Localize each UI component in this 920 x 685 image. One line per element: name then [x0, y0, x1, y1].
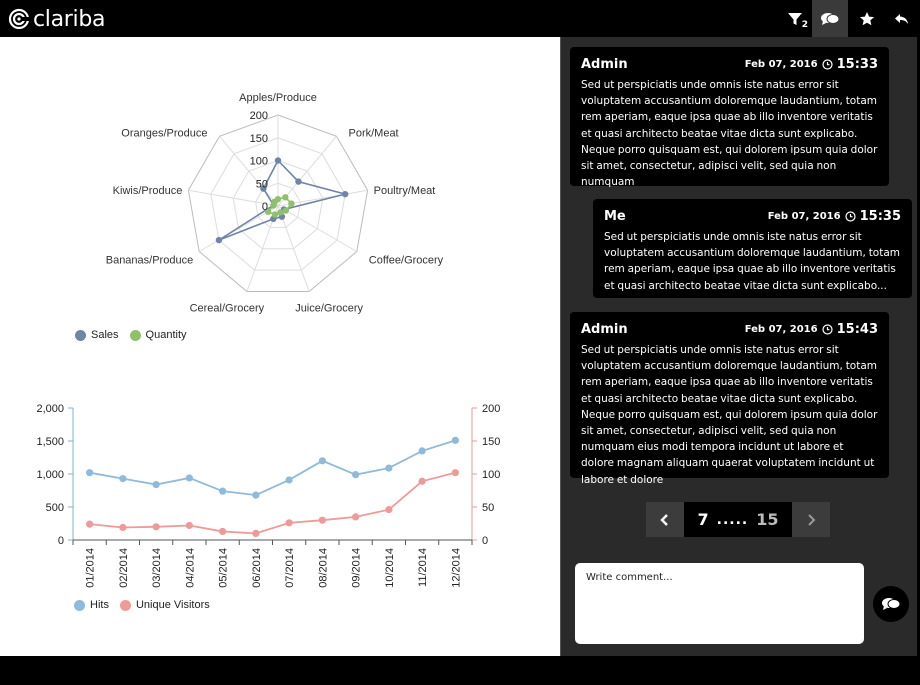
chevron-left-icon — [660, 514, 670, 526]
message-date: Feb 07, 2016 — [744, 58, 818, 70]
left-tick-label: 1,500 — [36, 436, 64, 448]
line-chart — [36, 403, 500, 588]
clock-icon — [845, 211, 856, 222]
radar-point — [288, 200, 294, 206]
message-author: Admin — [581, 56, 628, 72]
message-date: Feb 07, 2016 — [767, 210, 841, 222]
x-tick-label: 01/2014 — [84, 548, 97, 588]
pagination — [646, 502, 830, 537]
radar-tick-label: 50 — [255, 178, 268, 191]
line-point — [419, 447, 426, 454]
brand[interactable] — [8, 6, 105, 32]
x-tick-label: 10/2014 — [383, 548, 396, 588]
right-tick-label: 200 — [482, 403, 501, 415]
comment-input[interactable] — [575, 563, 864, 644]
message-date: Feb 07, 2016 — [744, 323, 818, 335]
radar-point — [282, 194, 288, 200]
line-point — [419, 478, 426, 485]
radar-category-label: Coffee/Grocery — [368, 254, 444, 267]
prev-page-button[interactable] — [646, 502, 684, 537]
line-point — [352, 471, 359, 478]
radar-category-label: Apples/Produce — [239, 92, 317, 104]
line-point — [319, 517, 326, 524]
clock-icon — [822, 59, 833, 70]
filter-icon — [787, 11, 803, 27]
radar-point — [277, 209, 283, 215]
radar-category-label: Cereal/Grocery — [189, 302, 265, 315]
x-tick-label: 12/2014 — [450, 548, 463, 588]
line-point — [219, 488, 226, 495]
dashboard-area — [0, 37, 560, 656]
line-point — [286, 476, 293, 483]
line-point — [153, 523, 160, 530]
radar-tick-label: 100 — [249, 155, 268, 168]
message-body: Sed ut perspiciatis unde omnis iste natus error sit voluptatem accusantium doloremque laudantium, totam rem aperiam, eaque ipsa quae ab illo inventore veritatis et quasi architecto beatae vitae dicta sunt explicabo... — [604, 231, 901, 292]
radar-point — [283, 207, 289, 213]
message-card — [570, 47, 889, 189]
radar-series-line-0 — [219, 161, 345, 241]
radar-point — [271, 199, 277, 205]
legend-label: Quantity — [145, 329, 187, 341]
x-tick-label: 09/2014 — [350, 548, 363, 588]
left-tick-label: 1,000 — [36, 469, 64, 481]
message-card — [593, 199, 912, 298]
line-point — [385, 464, 392, 471]
x-tick-label: 02/2014 — [117, 548, 130, 588]
legend-label: Sales — [91, 329, 119, 341]
legend-label: Hits — [90, 599, 109, 611]
charts-canvas — [0, 37, 560, 656]
favorite-button[interactable] — [849, 0, 885, 37]
message-body: Sed ut perspiciatis unde omnis iste natus error sit voluptatem accusantium doloremque laudantium, totam rem aperiam, eaque ipsa quae ab illo inventore veritatis et quasi architecto beatae vitae dicta sunt explicabo. Neque porro quisquam est, qui dolorem ipsum quia dolor sit amet, consectetur, adipisci velit, sed quia non numquam — [581, 79, 878, 189]
radar-category-label: Poultry/Meat — [373, 185, 436, 198]
legend-item-hits[interactable] — [74, 599, 109, 611]
legend-swatch — [120, 600, 131, 611]
radar-category-label: Juice/Grocery — [295, 302, 364, 315]
chat-bubbles-icon — [820, 11, 840, 27]
message-time: 15:33 — [836, 56, 878, 72]
message-time: 15:43 — [836, 321, 878, 337]
star-icon — [859, 11, 875, 27]
message-author: Me — [604, 208, 626, 224]
left-tick-label: 0 — [57, 535, 64, 547]
current-page: 7 — [697, 510, 709, 529]
radar-point — [275, 157, 281, 163]
line-point — [186, 474, 193, 481]
right-tick-label: 100 — [482, 469, 501, 481]
radar-category-label: Oranges/Produce — [121, 127, 208, 140]
radar-point — [272, 211, 278, 217]
line-point — [86, 521, 93, 528]
line-legend — [74, 599, 221, 611]
send-comment-button[interactable] — [873, 586, 909, 622]
right-tick-label: 0 — [482, 535, 489, 547]
radar-tick-label: 0 — [261, 201, 268, 213]
radar-category-label: Pork/Meat — [348, 127, 399, 140]
radar-tick-label: 150 — [249, 132, 268, 145]
x-tick-label: 05/2014 — [217, 548, 230, 588]
line-point — [153, 481, 160, 488]
line-point — [219, 528, 226, 535]
page-dots: ..... — [716, 511, 749, 528]
message-author: Admin — [581, 321, 628, 337]
x-tick-label: 07/2014 — [284, 548, 297, 588]
legend-swatch — [130, 330, 141, 341]
reply-arrow-icon — [894, 11, 910, 27]
line-point — [385, 506, 392, 513]
radar-spoke — [220, 136, 278, 206]
line-point — [252, 492, 259, 499]
line-point — [119, 475, 126, 482]
line-point — [452, 469, 459, 476]
legend-swatch — [75, 330, 86, 341]
line-point — [86, 469, 93, 476]
next-page-button[interactable] — [792, 502, 830, 537]
radar-point — [295, 178, 301, 184]
legend-swatch — [74, 600, 85, 611]
radar-category-label: Kiwis/Produce — [112, 185, 183, 198]
message-time: 15:35 — [859, 208, 901, 224]
line-point — [186, 522, 193, 529]
clock-icon — [822, 324, 833, 335]
comments-button[interactable] — [812, 0, 848, 37]
page-indicator — [684, 502, 792, 537]
filter-count-badge: 2 — [801, 20, 808, 30]
legend-item-unique-visitors[interactable] — [120, 599, 210, 611]
total-pages: 15 — [756, 510, 779, 529]
radar-tick-label: 200 — [249, 110, 268, 122]
x-tick-label: 08/2014 — [317, 548, 330, 588]
left-tick-label: 2,000 — [36, 403, 64, 415]
line-point — [319, 457, 326, 464]
back-button[interactable] — [884, 0, 920, 37]
brand-name: clariba — [33, 6, 106, 32]
right-tick-label: 50 — [482, 502, 495, 514]
line-point — [286, 519, 293, 526]
left-tick-label: 500 — [45, 502, 64, 514]
line-point — [352, 513, 359, 520]
radar-point — [216, 237, 222, 243]
legend-label: Unique Visitors — [135, 599, 210, 611]
radar-point — [342, 191, 348, 197]
line-point — [252, 530, 259, 537]
x-tick-label: 06/2014 — [250, 548, 263, 588]
top-bar — [0, 0, 917, 37]
radar-chart — [106, 92, 444, 315]
bottom-bar — [0, 656, 917, 685]
chat-bubbles-icon — [881, 596, 901, 612]
legend-item-sales[interactable] — [75, 329, 119, 341]
message-body: Sed ut perspiciatis unde omnis iste natus error sit voluptatem accusantium doloremque laudantium, totam rem aperiam, eaque ipsa quae ab illo inventore veritatis et quasi architecto beatae vitae dicta sunt explicabo. Neque porro quisquam est, qui dolorem ipsum quia dolor sit amet, consectetur, adipisci velit, sed quia non numquam eius modi tempora incidunt ut labore et dolore magnam aliquam quaerat voluptatem incidunt ut labore et dolore — [581, 344, 878, 486]
clariba-logo-icon — [8, 8, 30, 30]
x-tick-label: 11/2014 — [417, 548, 430, 587]
radar-spoke — [278, 206, 357, 252]
message-card — [570, 312, 889, 486]
x-tick-label: 03/2014 — [151, 548, 164, 588]
x-tick-label: 04/2014 — [184, 548, 197, 588]
chevron-right-icon — [806, 514, 816, 526]
line-point — [119, 524, 126, 531]
radar-category-label: Bananas/Produce — [105, 254, 194, 267]
radar-legend — [75, 329, 198, 341]
legend-item-quantity[interactable] — [130, 329, 187, 341]
filter-button[interactable] — [777, 0, 813, 37]
line-point — [452, 437, 459, 444]
right-tick-label: 150 — [482, 436, 501, 448]
line-series-0 — [90, 440, 456, 495]
